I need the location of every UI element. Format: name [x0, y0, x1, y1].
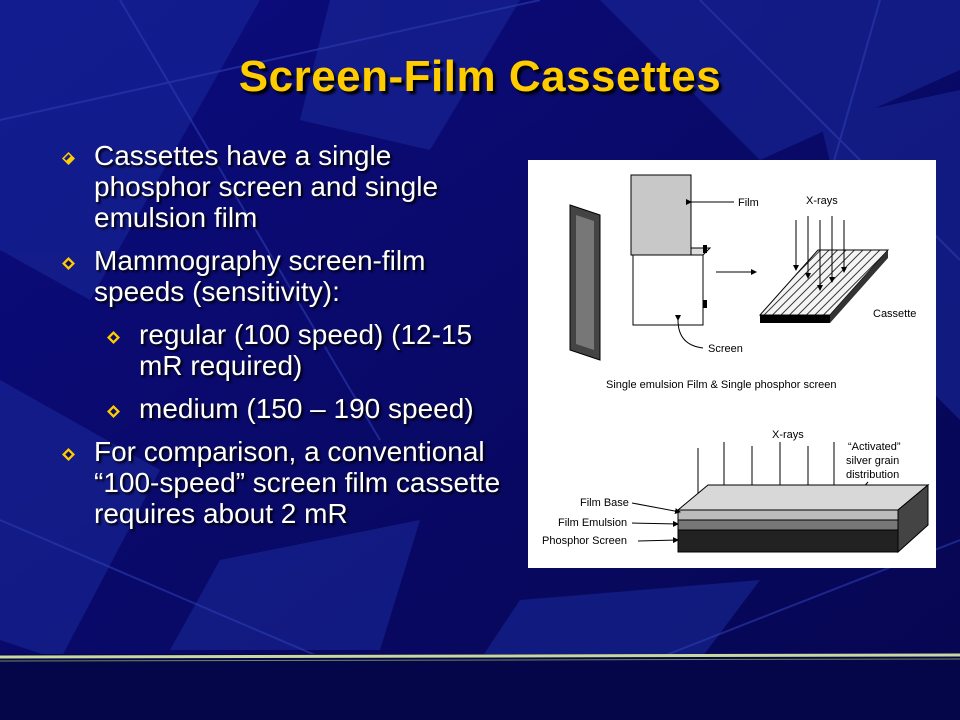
- bullet-text: regular (100 speed) (12-15 mR required): [139, 319, 473, 381]
- cassette-lid: [570, 205, 600, 360]
- cassette-body: [633, 245, 710, 325]
- label-activated-1: “Activated”: [848, 441, 901, 453]
- bullet-list: [62, 140, 512, 541]
- diamond-bullet-icon: [107, 331, 120, 344]
- diamond-bullet-icon: [107, 405, 120, 418]
- label-xrays-top: X-rays: [806, 195, 838, 207]
- film-sheet: [631, 175, 691, 255]
- diamond-bullet-icon: [62, 448, 75, 461]
- bullet-text: Mammography screen-film speeds (sensitivity):: [94, 245, 426, 307]
- diamond-bullet-icon: [62, 257, 75, 270]
- cassette-diagram: [528, 160, 936, 568]
- diagram-caption: Single emulsion Film & Single phosphor screen: [606, 379, 837, 391]
- label-xrays-bottom: X-rays: [772, 429, 804, 441]
- cassette-diagram-drawing: [528, 160, 936, 568]
- label-phosphor-screen: Phosphor Screen: [542, 535, 627, 547]
- bullet-item: [62, 140, 512, 233]
- closed-cassette: [760, 250, 888, 323]
- sub-bullet-item: [107, 393, 512, 424]
- bullet-item: [62, 436, 512, 529]
- label-film-base: Film Base: [580, 497, 629, 509]
- slide-title: Screen-Film Cassettes: [238, 52, 722, 101]
- bullet-text: Cassettes have a single phosphor screen and single emulsion film: [94, 140, 439, 233]
- bullet-item: [62, 245, 512, 307]
- label-cassette: Cassette: [873, 308, 917, 320]
- sub-bullet-item: [107, 319, 512, 381]
- bullet-text: For comparison, a conventional “100-speed” screen film cassette requires about 2 mR: [94, 436, 501, 529]
- label-activated-2: silver grain: [846, 455, 900, 467]
- label-screen: Screen: [708, 343, 743, 355]
- label-activated-3: distribution: [846, 469, 900, 481]
- label-film-emulsion: Film Emulsion: [558, 517, 628, 529]
- bullet-text: medium (150 – 190 speed): [139, 393, 474, 424]
- label-film: Film: [738, 197, 759, 209]
- diamond-bullet-icon: [62, 152, 75, 165]
- film-layers: [678, 485, 928, 552]
